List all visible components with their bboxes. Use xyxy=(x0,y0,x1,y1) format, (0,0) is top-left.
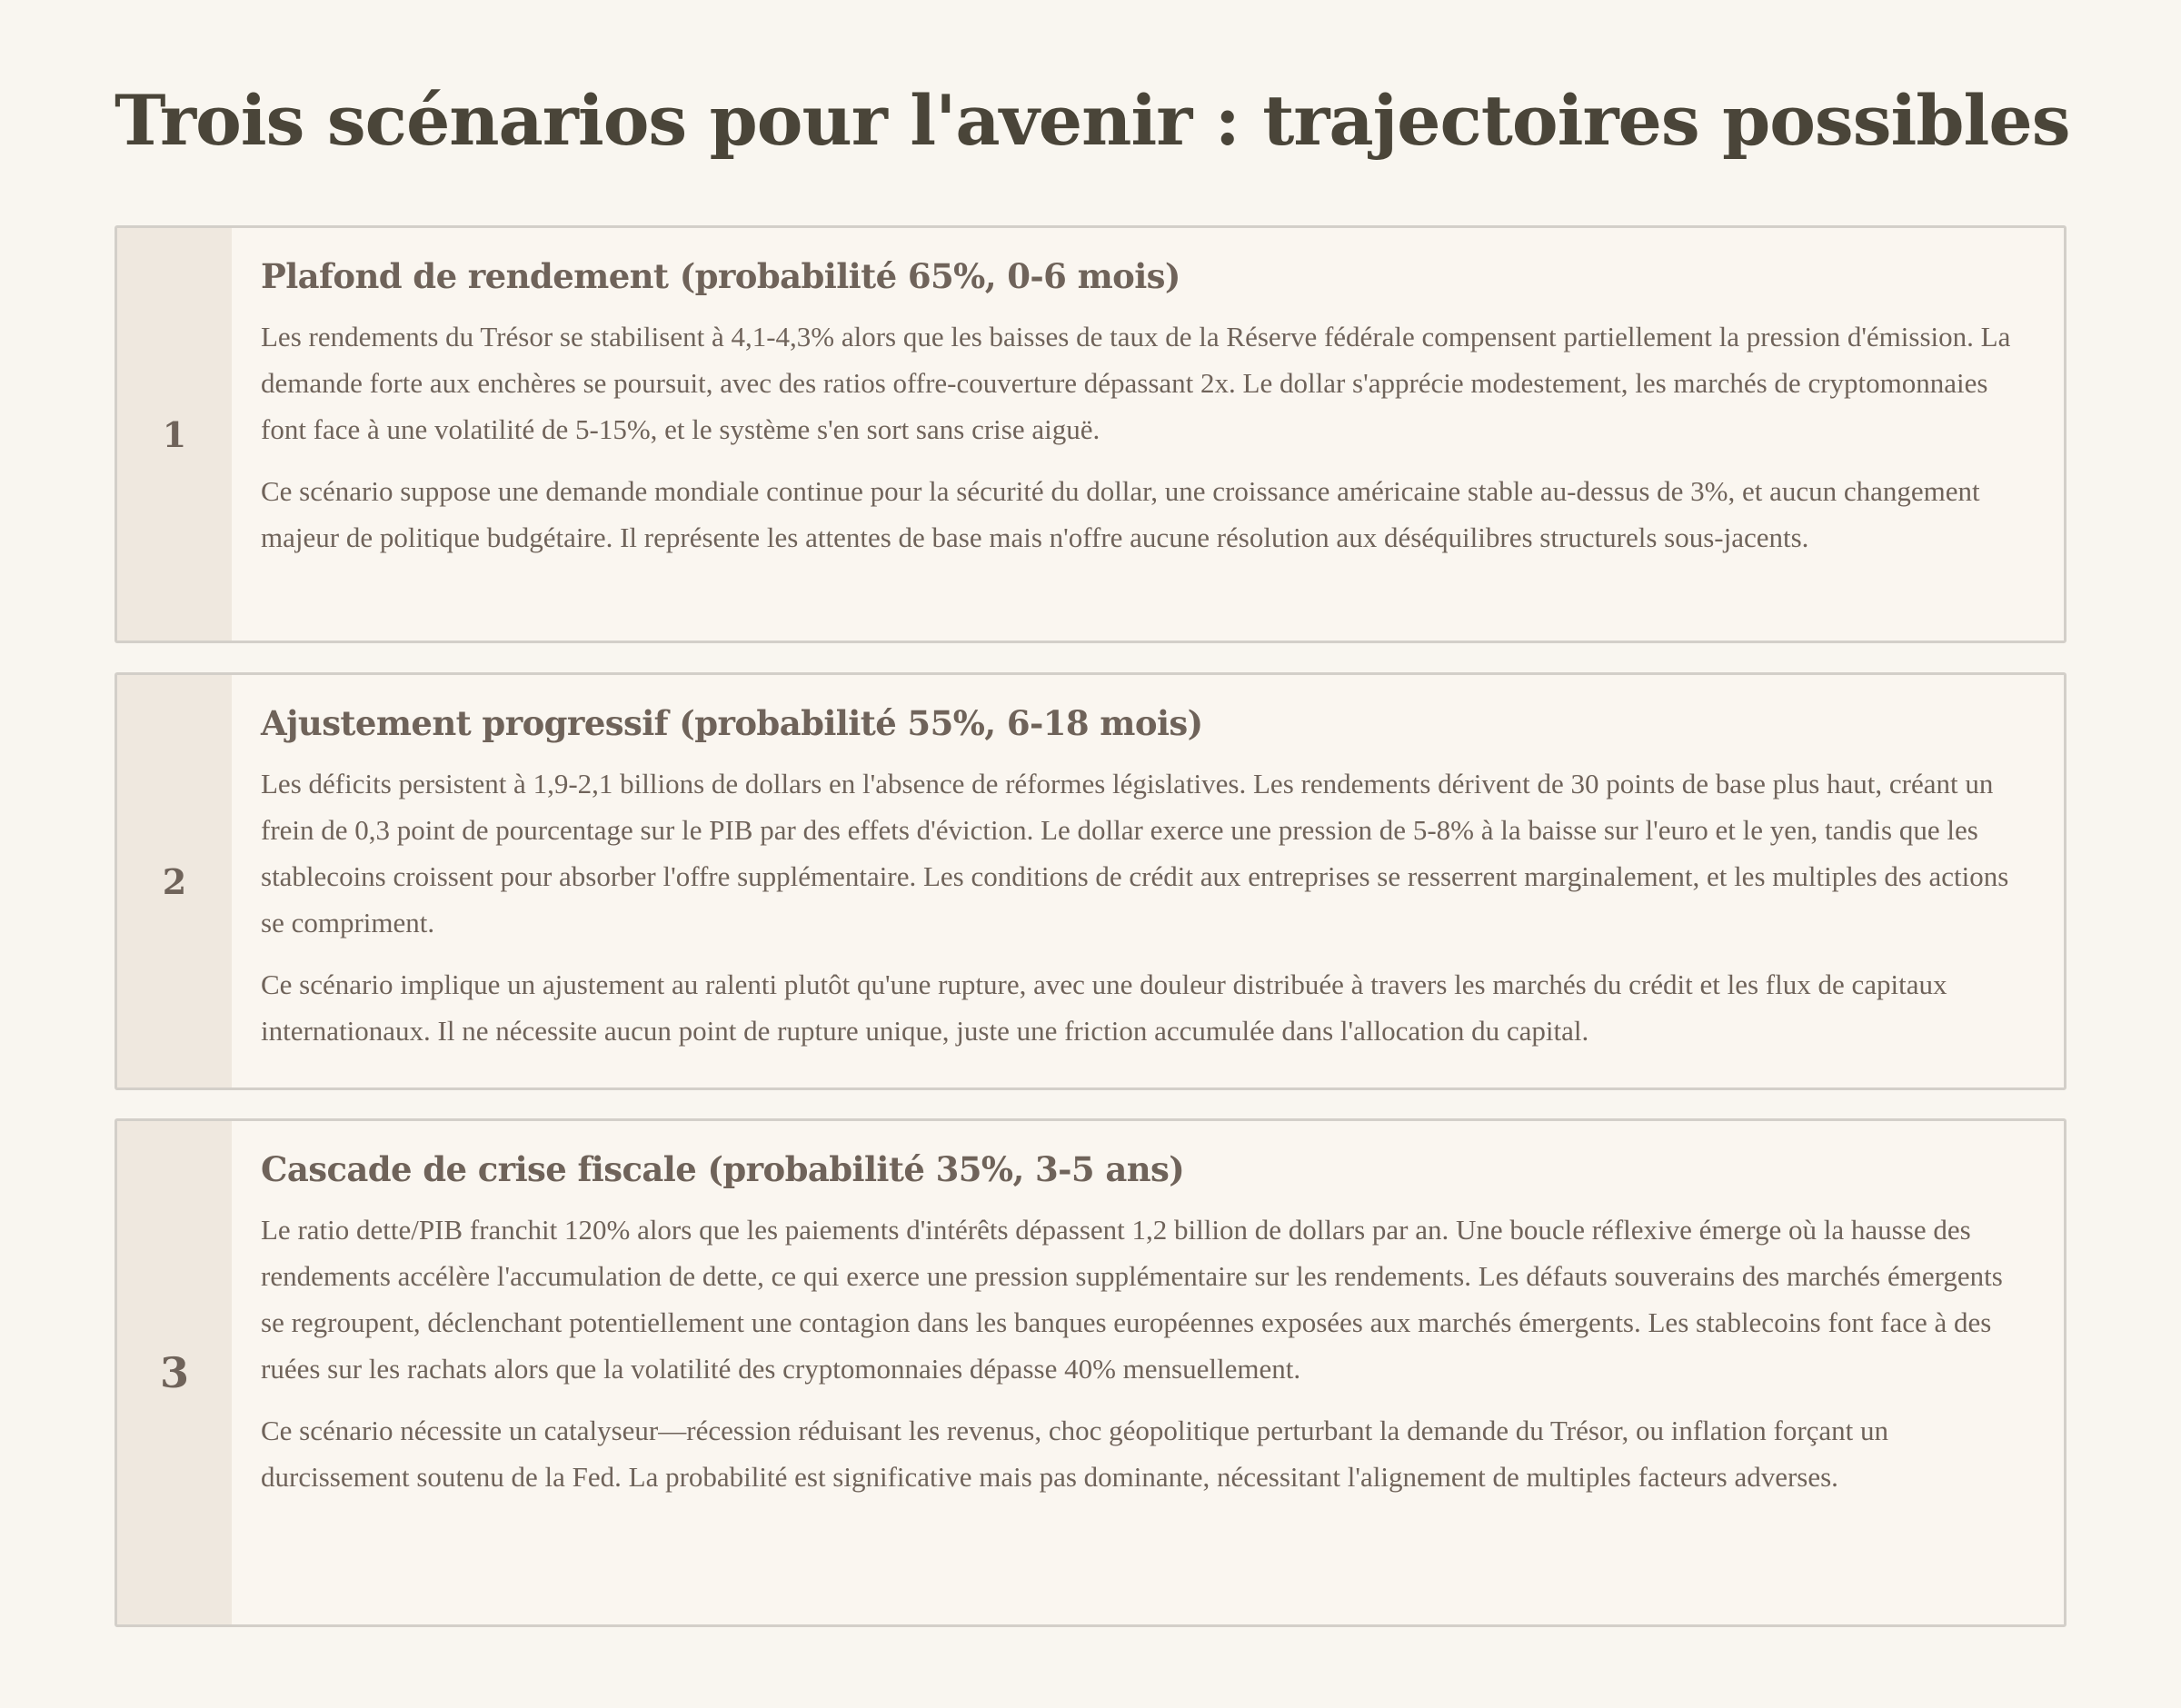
scenario-card xyxy=(115,1118,2066,1627)
page-title: Trois scénarios pour l'avenir : trajectoires possibles xyxy=(115,80,2070,161)
scenario-paragraph: Ce scénario nécessite un catalyseur—récession réduisant les revenus, choc géopolitique perturbant la demande du Trésor, ou inflation forçant un durcissement soutenu de la Fed. La probabilité est significative mais pas dominante, nécessitant l'alignement de multiples facteurs adverses. xyxy=(261,1415,1889,1493)
scenario-paragraph: Ce scénario suppose une demande mondiale continue pour la sécurité du dollar, une croissance américaine stable au-dessus de 3%, et aucun changement majeur de politique budgétaire. Il représente les attentes de base mais n'offre aucune résolution aux déséquilibres structurels sous-jacents. xyxy=(261,475,1980,553)
scenario-card xyxy=(115,672,2066,1090)
scenario-paragraph: Les déficits persistent à 1,9-2,1 billions de dollars en l'absence de réformes législatives. Les rendements dérivent de 30 points de base plus haut, créant un frein de 0,3 point de pourcentage sur le PIB par des effets d'éviction. Le dollar exerce une pression de 5-8% à la baisse sur l'euro et le yen, tandis que les stablecoins croissent pour absorber l'offre supplémentaire. Les conditions de crédit aux entreprises se resserrent marginalement, et les multiples des actions se compriment. xyxy=(261,768,2009,938)
scenario-number: 1 xyxy=(117,228,232,640)
scenario-paragraph: Les rendements du Trésor se stabilisent à 4,1-4,3% alors que les baisses de taux de la Réserve fédérale compensent partiellement la pression d'émission. La demande forte aux enchères se poursuit, avec des ratios offre-couverture dépassant 2x. Le dollar s'apprécie modestement, les marchés de cryptomonnaies font face à une volatilité de 5-15%, et le système s'en sort sans crise aiguë. xyxy=(261,321,2011,445)
scenario-card xyxy=(115,225,2066,643)
scenario-heading: Ajustement progressif (probabilité 55%, 6-18 mois) xyxy=(261,703,1203,743)
scenario-heading: Plafond de rendement (probabilité 65%, 0-6 mois) xyxy=(261,256,1180,296)
scenario-paragraph: Ce scénario implique un ajustement au ralenti plutôt qu'une rupture, avec une douleur distribuée à travers les marchés du crédit et les flux de capitaux internationaux. Il ne nécessite aucun point de rupture unique, juste une friction accumulée dans l'allocation du capital. xyxy=(261,968,1947,1047)
scenario-heading: Cascade de crise fiscale (probabilité 35%, 3-5 ans) xyxy=(261,1149,1185,1189)
scenario-number: 2 xyxy=(117,675,232,1087)
scenario-number: 3 xyxy=(117,1121,232,1624)
scenario-content xyxy=(232,228,2064,640)
scenario-paragraph: Le ratio dette/PIB franchit 120% alors que les paiements d'intérêts dépassent 1,2 billion de dollars par an. Une boucle réflexive émerge où la hausse des rendements accélère l'accumulation de dette, ce qui exerce une pression supplémentaire sur les rendements. Les défauts souverains des marchés émergents se regroupent, déclenchant potentiellement une contagion dans les banques européennes exposées aux marchés émergents. Les stablecoins font face à des ruées sur les rachats alors que la volatilité des cryptomonnaies dépasse 40% mensuellement. xyxy=(261,1214,2003,1385)
scenario-content xyxy=(232,675,2064,1087)
scenario-content xyxy=(232,1121,2064,1624)
